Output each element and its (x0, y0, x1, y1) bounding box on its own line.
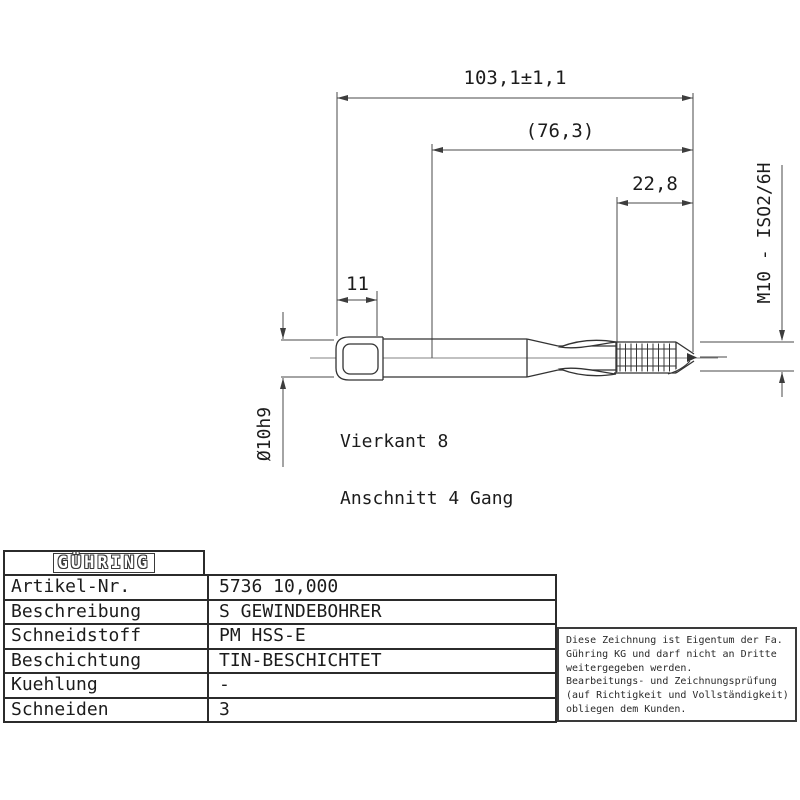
row-label: Schneiden (5, 699, 209, 722)
row-value: 3 (219, 698, 230, 720)
tap-chamfer-bottom (676, 361, 694, 373)
dimension-square-length: 11 (346, 273, 369, 295)
dimension-reference-length: (76,3) (525, 120, 595, 142)
table-row (5, 674, 555, 699)
row-value: 5736 10,000 (219, 576, 339, 597)
tap-tip-point (687, 353, 697, 362)
row-label: Schneidstoff (5, 625, 209, 648)
row-label: Beschichtung (5, 650, 209, 673)
row-value: - (219, 674, 230, 695)
table-row (5, 625, 555, 650)
guehring-logo: GÜHRING (53, 553, 156, 573)
spec-table (3, 574, 557, 723)
notice-line: Gühring KG und darf nicht an Dritte (566, 648, 777, 660)
notice-line: Bearbeitungs- und Zeichnungsprüfung (566, 676, 777, 688)
tap-outline (336, 337, 694, 380)
table-row (5, 650, 555, 675)
tap-chamfer-top (676, 342, 694, 354)
tap-square-flats (343, 344, 378, 374)
row-label: Kuehlung (5, 674, 209, 697)
dimension-shank-diameter: Ø10h9 (254, 406, 275, 462)
ownership-notice-box (557, 627, 797, 722)
dimension-thread-length: 22,8 (632, 173, 678, 195)
notice-line: Diese Zeichnung ist Eigentum der Fa. (566, 635, 783, 646)
row-value: TIN-BESCHICHTET (219, 649, 382, 671)
tap-flute-bottom (560, 368, 616, 375)
table-row (5, 601, 555, 626)
square-annotation: Vierkant 8 (340, 431, 449, 452)
tap-flute-top (560, 340, 616, 347)
notice-line: obliegen dem Kunden. (566, 703, 687, 715)
tap-thread-lines (616, 344, 676, 372)
row-value: PM HSS-E (219, 625, 306, 646)
table-row (5, 576, 555, 601)
notice-line: weitergegeben werden. (566, 662, 693, 674)
dimension-overall-length: 103,1±1,1 (463, 67, 567, 89)
chamfer-annotation: Anschnitt 4 Gang (340, 488, 514, 509)
table-row (5, 699, 555, 722)
row-value: S GEWINDEBOHRER (219, 600, 382, 622)
row-label: Beschreibung (5, 601, 209, 624)
logo-cell (3, 550, 205, 576)
dimension-thread-spec: M10 - ISO2/6H (754, 162, 775, 304)
drawing-annotations (340, 394, 513, 546)
row-label: Artikel-Nr. (5, 576, 209, 599)
notice-line: (auf Richtigkeit und Vollständigkeit) (566, 690, 789, 702)
